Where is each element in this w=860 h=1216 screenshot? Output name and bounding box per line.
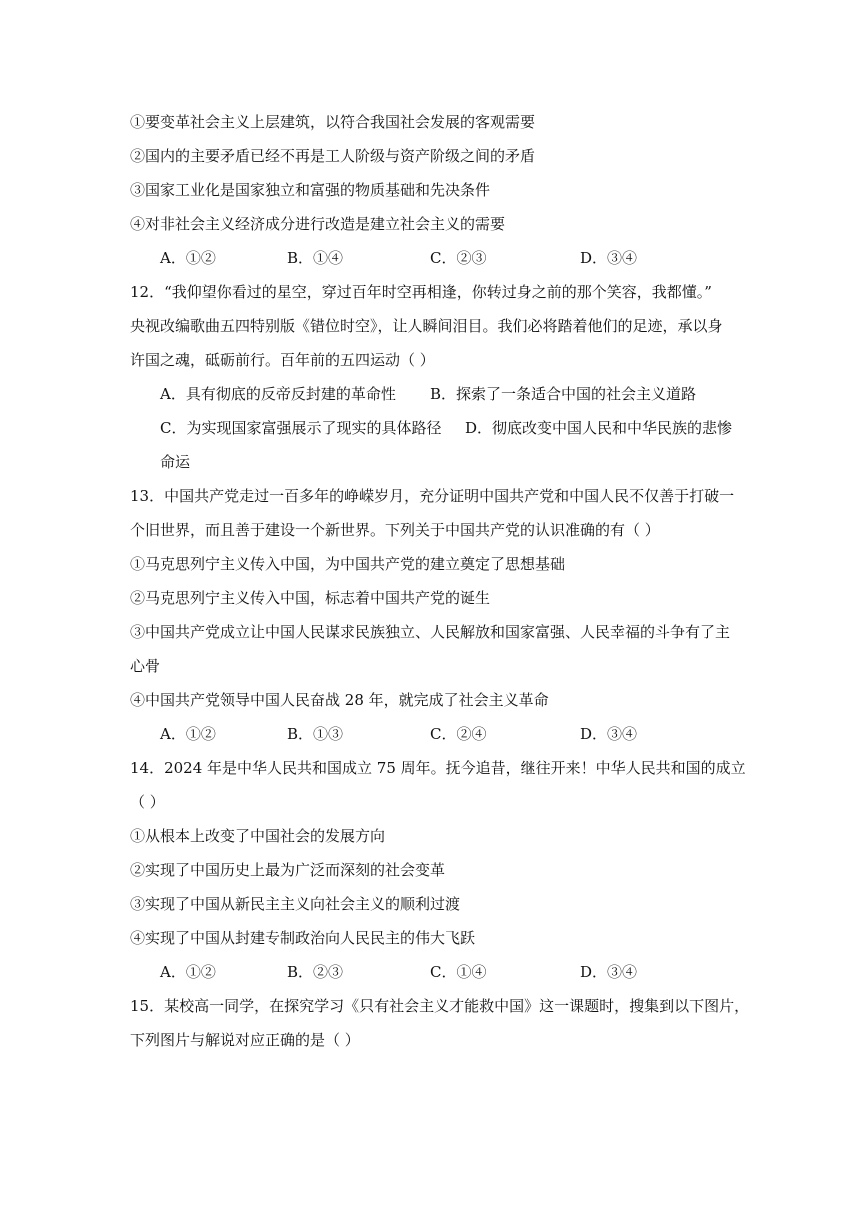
q15-stem-line-2: 下列图片与解说对应正确的是（ ） xyxy=(130,1031,360,1049)
q13-option-c[interactable]: C．②④ xyxy=(430,725,487,743)
q13-item-1: ①马克思列宁主义传入中国，为中国共产党的建立奠定了思想基础 xyxy=(130,555,566,573)
q14-item-2: ②实现了中国历史上最为广泛而深刻的社会变革 xyxy=(130,861,446,879)
q14-option-d[interactable]: D．③④ xyxy=(580,963,638,981)
q14-item-1: ①从根本上改变了中国社会的发展方向 xyxy=(130,827,386,845)
q11-item-2: ②国内的主要矛盾已经不再是工人阶级与资产阶级之间的矛盾 xyxy=(130,147,536,165)
q13-item-3: ③中国共产党成立让中国人民谋求民族独立、人民解放和国家富强、人民幸福的斗争有了主 xyxy=(130,623,731,641)
q11-item-4: ④对非社会主义经济成分进行改造是建立社会主义的需要 xyxy=(130,215,506,233)
q13-item-4: ④中国共产党领导中国人民奋战 28 年，就完成了社会主义革命 xyxy=(130,691,549,709)
q11-option-a[interactable]: A．①② xyxy=(160,249,216,267)
q12-option-b[interactable]: B．探索了一条适合中国的社会主义道路 xyxy=(430,385,697,403)
q14-option-c[interactable]: C．①④ xyxy=(430,963,487,981)
q14-item-4: ④实现了中国从封建专制政治向人民民主的伟大飞跃 xyxy=(130,929,476,947)
q14-stem-line-1: 14．2024 年是中华人民共和国成立 75 周年。抚今追昔，继往开来！中华人民共和国的成立 xyxy=(130,759,746,777)
q12-option-d-continued: 命运 xyxy=(160,453,191,471)
q13-stem-line-1: 13．中国共产党走过一百多年的峥嵘岁月，充分证明中国共产党和中国人民不仅善于打破一 xyxy=(130,487,735,505)
q14-stem-line-2: （ ） xyxy=(130,793,165,811)
q12-stem-line-1: 12．“我仰望你看过的星空，穿过百年时空再相逢，你转过身之前的那个笑容，我都懂。” xyxy=(130,283,712,301)
q13-option-d[interactable]: D．③④ xyxy=(580,725,638,743)
q14-item-3: ③实现了中国从新民主主义向社会主义的顺利过渡 xyxy=(130,895,461,913)
q11-option-c[interactable]: C．②③ xyxy=(430,249,487,267)
q12-option-c[interactable]: C．为实现国家富强展示了现实的具体路径 xyxy=(160,419,442,437)
q13-option-b[interactable]: B．①③ xyxy=(287,725,344,743)
q13-item-2: ②马克思列宁主义传入中国，标志着中国共产党的诞生 xyxy=(130,589,491,607)
q12-option-a[interactable]: A．具有彻底的反帝反封建的革命性 xyxy=(160,385,396,403)
q15-stem-line-1: 15．某校高一同学，在探究学习《只有社会主义才能救中国》这一课题时，搜集到以下图片， xyxy=(130,997,750,1015)
q12-stem-line-2: 央视改编歌曲五四特别版《错位时空》，让人瞬间泪目。我们必将踏着他们的足迹，承以身 xyxy=(130,317,723,335)
q13-item-3-continued: 心骨 xyxy=(130,657,161,675)
q13-option-a[interactable]: A．①② xyxy=(160,725,216,743)
q11-item-1: ①要变革社会主义上层建筑，以符合我国社会发展的客观需要 xyxy=(130,113,536,131)
q12-option-d[interactable]: D．彻底改变中国人民和中华民族的悲惨 xyxy=(465,419,733,437)
q14-option-a[interactable]: A．①② xyxy=(160,963,216,981)
q14-option-b[interactable]: B．②③ xyxy=(287,963,344,981)
q13-stem-line-2: 个旧世界，而且善于建设一个新世界。下列关于中国共产党的认识准确的有（ ） xyxy=(130,521,660,539)
q12-stem-line-3: 许国之魂，砥砺前行。百年前的五四运动（ ） xyxy=(130,351,435,369)
q11-option-b[interactable]: B．①④ xyxy=(287,249,344,267)
q11-item-3: ③国家工业化是国家独立和富强的物质基础和先决条件 xyxy=(130,181,491,199)
q11-option-d[interactable]: D．③④ xyxy=(580,249,638,267)
